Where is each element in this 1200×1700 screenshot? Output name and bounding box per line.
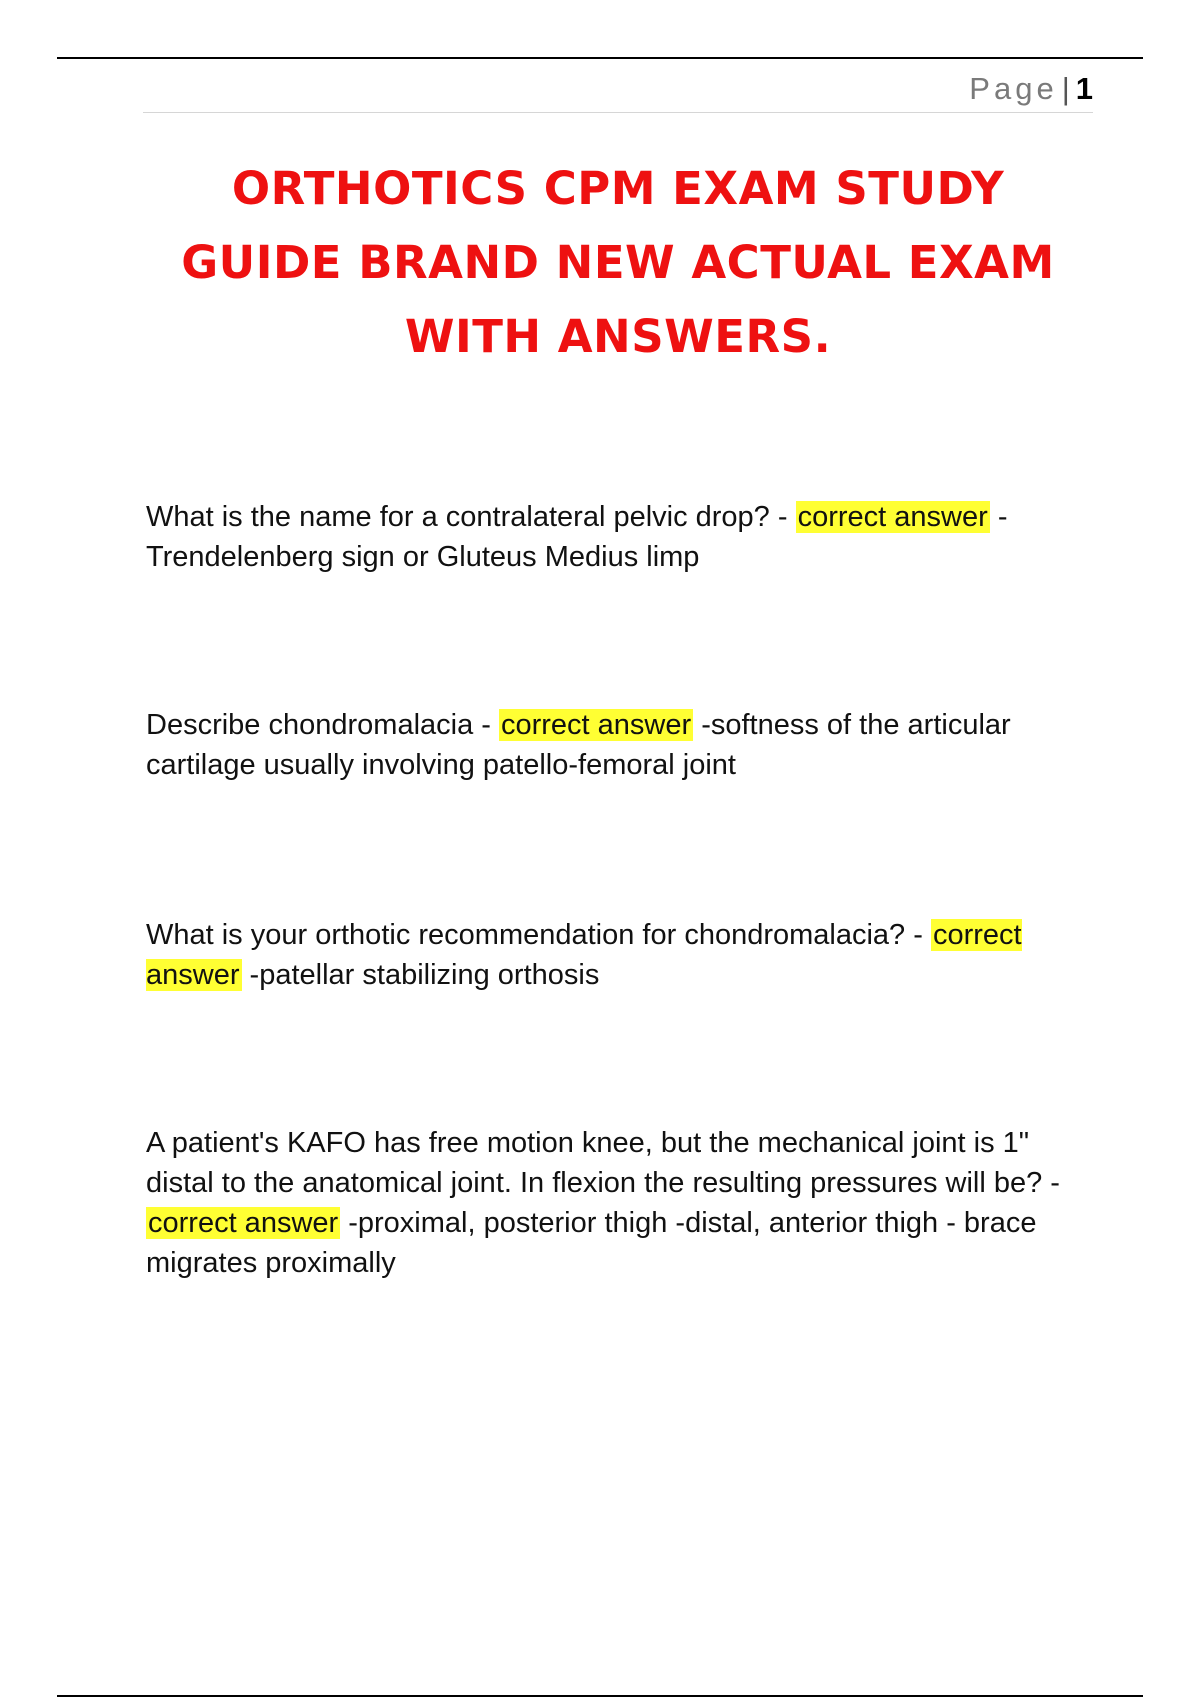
qa-item-4	[146, 1123, 1096, 1283]
answer-text: -proximal, posterior thigh -distal, anterior thigh - brace migrates proximally	[146, 1207, 1037, 1279]
title-line: GUIDE BRAND NEW ACTUAL EXAM	[181, 236, 1055, 289]
title-line: WITH ANSWERS.	[404, 310, 832, 363]
bottom-rule	[57, 1695, 1143, 1697]
answer-text: -softness of the articular cartilage usually involving patello-femoral joint	[146, 709, 1011, 781]
qa-item-2	[146, 705, 1096, 785]
qa-item-1	[146, 497, 1096, 577]
qa-item-3	[146, 915, 1096, 995]
question-text: What is your orthotic recommendation for chondromalacia? -	[146, 919, 931, 951]
correct-answer-marker: correct answer	[797, 501, 988, 533]
question-text: Describe chondromalacia -	[146, 709, 499, 741]
page-header	[143, 66, 1093, 113]
answer-text: -Trendelenberg sign or Gluteus Medius limp	[146, 501, 1008, 573]
correct-answer-marker: correct answer	[146, 919, 1022, 991]
title-line: ORTHOTICS CPM EXAM STUDY	[231, 162, 1005, 215]
correct-answer-marker: correct answer	[148, 1207, 339, 1239]
question-text: A patient's KAFO has free motion knee, but the mechanical joint is 1" distal to the anatomical joint. In flexion the resulting pressures will be? -	[146, 1127, 1060, 1199]
top-rule	[57, 57, 1143, 59]
page-number: 1	[1075, 71, 1093, 106]
answer-text: -patellar stabilizing orthosis	[241, 959, 600, 991]
correct-answer-marker: correct answer	[500, 709, 692, 741]
question-text: What is the name for a contralateral pelvic drop? -	[146, 501, 796, 533]
page-label: Page	[969, 71, 1058, 106]
document-title	[143, 152, 1093, 374]
page-separator: |	[1061, 71, 1070, 106]
